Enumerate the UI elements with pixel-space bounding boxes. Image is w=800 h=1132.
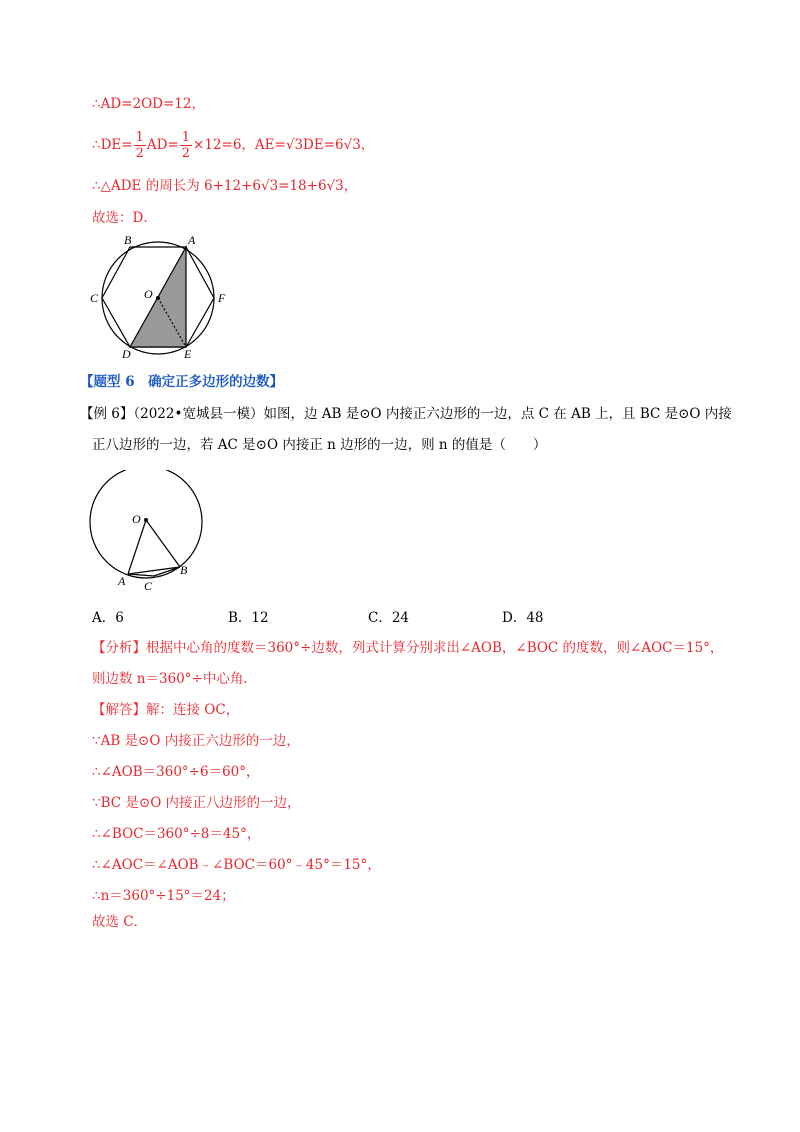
- solution-line-3: ∴△ADE 的周长为 6+12+6√3=18+6√3，: [92, 178, 358, 194]
- answer-line-6: ∴∠AOC＝∠AOB﹣∠BOC＝60°﹣45°＝15°，: [92, 857, 381, 873]
- answer-line-5: ∴∠BOC＝360°÷8＝45°，: [92, 826, 261, 842]
- label-B: B: [180, 563, 188, 577]
- fraction-half-2: [180, 130, 192, 161]
- fraction-denominator: 2: [181, 146, 191, 161]
- choice-b: B．12: [228, 610, 269, 626]
- label-D: D: [122, 347, 131, 361]
- solution-line-2-mid: AD=: [146, 137, 179, 153]
- label-B: B: [124, 233, 132, 247]
- choice-d: D．48: [502, 610, 544, 626]
- fraction-numerator: 1: [181, 130, 191, 145]
- center-dot: [156, 296, 160, 300]
- choice-c: C．24: [368, 610, 410, 626]
- label-A: A: [118, 574, 126, 588]
- example-line-2: 正八边形的一边，若 AC 是⊙O 内接正 n 边形的一边，则 n 的值是（ ）: [92, 437, 547, 453]
- hexagon-figure: [88, 232, 248, 362]
- analysis-line-2: 则边数 n＝360°÷中心角．: [92, 671, 257, 687]
- solution-line-4: 故选：D．: [92, 210, 157, 226]
- choice-a: A．6: [92, 610, 124, 626]
- segment-ab: [128, 567, 180, 574]
- label-O: O: [144, 287, 153, 301]
- solution-line-1: ∴AD=2OD=12，: [92, 96, 205, 112]
- segment-oa: [128, 520, 146, 574]
- answer-line-1: 【解答】解：连接 OC，: [92, 702, 240, 718]
- solution-line-2-pre: ∴DE=: [92, 137, 133, 153]
- answer-line-4: ∵BC 是⊙O 内接正八边形的一边，: [92, 795, 301, 811]
- analysis-line-1: 【分析】根据中心角的度数＝360°÷边数，列式计算分别求出∠AOB，∠BOC 的度数，则∠AOC＝15°，: [92, 640, 724, 656]
- center-dot: [144, 518, 148, 522]
- section-title: 【题型 6 确定正多边形的边数】: [80, 374, 284, 390]
- answer-line-2: ∵AB 是⊙O 内接正六边形的一边，: [92, 733, 300, 749]
- solution-line-2-post: ×12=6，AE=√3DE=6√3，: [193, 137, 375, 153]
- fraction-numerator: 1: [135, 130, 144, 145]
- answer-line-8: 故选 C．: [92, 914, 148, 930]
- label-F: F: [218, 291, 226, 305]
- fraction-half-1: [134, 130, 146, 161]
- label-E: E: [184, 347, 192, 361]
- label-C: C: [144, 579, 153, 593]
- fraction-denominator: 2: [135, 146, 144, 161]
- label-O: O: [132, 512, 141, 526]
- example-line-1: 【例 6】（2022•宽城县一模）如图，边 AB 是⊙O 内接正六边形的一边，点 C 在 AB 上，且 BC 是⊙O 内接: [80, 406, 732, 422]
- solution-line-2: [92, 128, 374, 162]
- segment-ob: [146, 520, 180, 567]
- answer-line-3: ∴∠AOB＝360°÷6＝60°，: [92, 764, 260, 780]
- circle-o: [90, 470, 202, 578]
- circle-chord-figure: [88, 470, 218, 596]
- label-C: C: [90, 291, 99, 305]
- answer-line-7: ∴n＝360°÷15°＝24；: [92, 888, 235, 904]
- label-A: A: [188, 233, 196, 247]
